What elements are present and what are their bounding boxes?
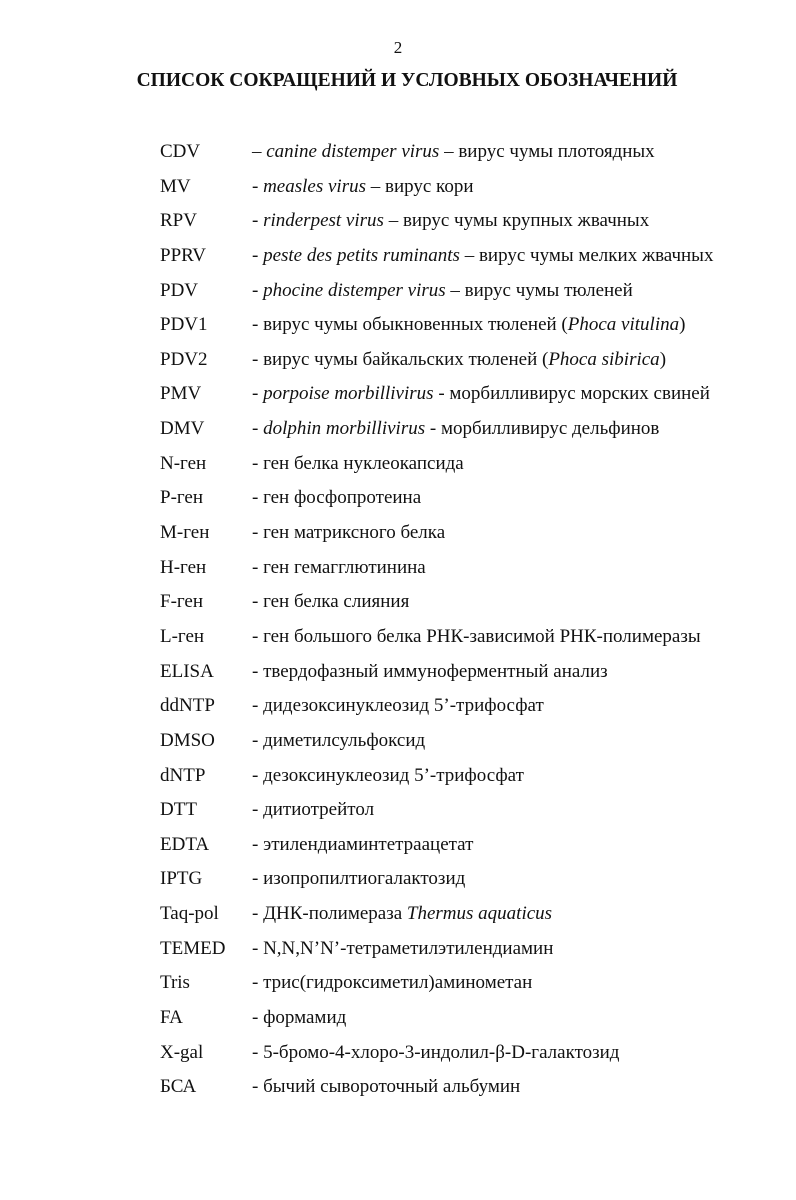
abbreviation-definition (252, 1005, 780, 1031)
abbreviation-row (160, 208, 780, 243)
abbreviation-term: DTT (160, 799, 197, 821)
abbreviation-definition (252, 416, 780, 442)
abbreviation-definition (252, 347, 780, 373)
abbreviation-term: FA (160, 1007, 183, 1029)
abbreviation-term: IPTG (160, 868, 203, 890)
definition-text: - (252, 210, 264, 232)
definition-italic-text: Phoca sibirica (548, 348, 660, 370)
definition-italic-text: rinderpest virus (263, 210, 384, 232)
definition-text: - вирус чумы обыкновенных тюленей ( (252, 314, 568, 336)
definition-italic-text: dolphin morbillivirus (263, 418, 426, 440)
abbreviation-term: H-ген (160, 556, 207, 578)
abbreviation-definition (252, 728, 780, 754)
abbreviation-term: X-gal (160, 1041, 204, 1063)
abbreviation-definition (252, 312, 780, 338)
definition-text: ) (679, 314, 686, 336)
abbreviation-term: M-ген (160, 522, 210, 544)
abbreviation-list (160, 139, 780, 1109)
abbreviation-row (160, 451, 780, 486)
abbreviation-definition (252, 866, 780, 892)
definition-text: – вирус чумы крупных жвачных (383, 210, 650, 232)
definition-text: – (252, 141, 267, 162)
abbreviation-term: CDV (160, 141, 201, 162)
definition-text: - дитиотрейтол (252, 799, 375, 821)
definition-text: - (252, 418, 264, 440)
abbreviation-row (160, 1074, 780, 1109)
abbreviation-definition (252, 381, 780, 407)
abbreviation-definition (252, 970, 780, 996)
abbreviation-term: PDV1 (160, 314, 208, 336)
definition-text: - 5-бромо-4-хлоро-3-индолил-β-D-галактозид (252, 1041, 620, 1063)
definition-text: – вирус кори (365, 175, 474, 197)
definition-text: - (252, 244, 264, 266)
abbreviation-term: L-ген (160, 625, 205, 647)
abbreviation-row (160, 1040, 780, 1075)
abbreviation-term: MV (160, 175, 191, 197)
abbreviation-row (160, 174, 780, 209)
abbreviation-row (160, 278, 780, 313)
abbreviation-definition (252, 451, 780, 477)
abbreviation-term: DMV (160, 418, 205, 440)
definition-italic-text: porpoise morbillivirus (263, 383, 434, 405)
definition-text: - ген белка слияния (252, 591, 410, 613)
definition-italic-text: Phoca vitulina (567, 314, 680, 336)
definition-italic-text: canine distemper virus (266, 141, 440, 162)
abbreviation-term: N-ген (160, 452, 207, 474)
definition-text: - N,N,N’N’-тетраметилэтилендиамин (252, 937, 554, 959)
definition-text: - ген матриксного белка (252, 522, 446, 544)
abbreviation-row (160, 485, 780, 520)
abbreviation-term: P-ген (160, 487, 204, 509)
abbreviation-row (160, 901, 780, 936)
abbreviation-row (160, 693, 780, 728)
abbreviation-definition (252, 832, 780, 858)
definition-text: - этилендиаминтетраацетат (252, 833, 474, 855)
abbreviation-definition (252, 555, 780, 581)
abbreviation-row (160, 243, 780, 278)
definition-text: - трис(гидроксиметил)аминометан (252, 972, 533, 994)
abbreviation-term: ELISA (160, 660, 214, 682)
abbreviation-row (160, 797, 780, 832)
abbreviation-definition (252, 1074, 780, 1100)
abbreviation-term: PPRV (160, 244, 207, 266)
definition-text: - вирус чумы байкальских тюленей ( (252, 348, 549, 370)
definition-italic-text: phocine distemper virus (263, 279, 446, 301)
abbreviation-term: Tris (160, 972, 190, 994)
abbreviation-row (160, 936, 780, 971)
abbreviation-row (160, 970, 780, 1005)
abbreviation-definition (252, 624, 780, 650)
definition-text: - изопропилтиогалактозид (252, 868, 466, 890)
abbreviation-row (160, 139, 780, 174)
abbreviation-row (160, 866, 780, 901)
abbreviation-definition (252, 763, 780, 789)
definition-text: - ген большого белка РНК-зависимой РНК-полимеразы (252, 625, 701, 647)
abbreviation-definition (252, 485, 780, 511)
definition-text: - морбилливирус морских свиней (433, 383, 710, 405)
abbreviation-row (160, 520, 780, 555)
abbreviation-term: ddNTP (160, 695, 215, 717)
abbreviation-row (160, 832, 780, 867)
abbreviation-definition (252, 243, 780, 269)
abbreviation-term: F-ген (160, 591, 204, 613)
definition-italic-text: measles virus (263, 175, 366, 197)
abbreviation-row (160, 381, 780, 416)
abbreviation-term: RPV (160, 210, 197, 232)
definition-text: - морбилливирус дельфинов (425, 418, 660, 440)
abbreviation-row (160, 416, 780, 451)
abbreviation-term: EDTA (160, 833, 210, 855)
abbreviation-term: dNTP (160, 764, 206, 786)
abbreviation-definition (252, 659, 780, 685)
abbreviation-definition (252, 1040, 780, 1066)
definition-text: - ДНК-полимераза (252, 903, 407, 925)
abbreviation-definition (252, 278, 780, 304)
abbreviation-term: PMV (160, 383, 202, 405)
definition-text: – вирус чумы тюленей (445, 279, 633, 301)
definition-text: - (252, 383, 264, 405)
abbreviation-row (160, 1005, 780, 1040)
page-number: 2 (393, 38, 403, 57)
abbreviation-row (160, 589, 780, 624)
definition-text: - ген гемагглютинина (252, 556, 426, 578)
abbreviation-definition (252, 208, 780, 234)
definition-italic-text: peste des petits ruminants (263, 244, 460, 266)
abbreviation-row (160, 624, 780, 659)
abbreviation-row (160, 347, 780, 382)
abbreviation-row (160, 555, 780, 590)
abbreviation-row (160, 763, 780, 798)
definition-italic-text: Thermus aquaticus (406, 903, 553, 925)
abbreviation-definition (252, 936, 780, 962)
abbreviation-term: Taq-pol (160, 903, 219, 925)
abbreviation-term: БСА (160, 1076, 197, 1098)
definition-text: - (252, 175, 264, 197)
definition-text: - ген белка нуклеокапсида (252, 452, 464, 474)
abbreviation-term: DMSO (160, 729, 215, 751)
definition-text: – вирус чумы мелких жвачных (459, 244, 714, 266)
definition-text: - дидезоксинуклеозид 5’-трифосфат (252, 695, 544, 717)
abbreviation-row (160, 659, 780, 694)
definition-text: - бычий сывороточный альбумин (252, 1076, 521, 1098)
abbreviation-definition (252, 589, 780, 615)
definition-text: ) (659, 348, 667, 370)
abbreviation-term: TEMED (160, 937, 226, 959)
abbreviation-definition (252, 139, 780, 165)
abbreviation-term: PDV (160, 279, 199, 301)
definition-text: – вирус чумы плотоядных (439, 141, 655, 162)
definition-text: - дезоксинуклеозид 5’-трифосфат (252, 764, 524, 786)
abbreviation-definition (252, 797, 780, 823)
abbreviation-definition (252, 520, 780, 546)
definition-text: - диметилсульфоксид (252, 729, 426, 751)
definition-text: - формамид (252, 1007, 347, 1029)
definition-text: - (252, 279, 264, 301)
page-title: СПИСОК СОКРАЩЕНИЙ И УСЛОВНЫХ ОБОЗНАЧЕНИЙ (136, 70, 678, 91)
abbreviation-row (160, 312, 780, 347)
abbreviation-row (160, 728, 780, 763)
abbreviation-definition (252, 174, 780, 200)
definition-text: - твердофазный иммуноферментный анализ (252, 660, 608, 682)
abbreviation-definition (252, 693, 780, 719)
definition-text: - ген фосфопротеина (252, 487, 422, 509)
abbreviation-term: PDV2 (160, 348, 208, 370)
abbreviation-definition (252, 901, 780, 927)
